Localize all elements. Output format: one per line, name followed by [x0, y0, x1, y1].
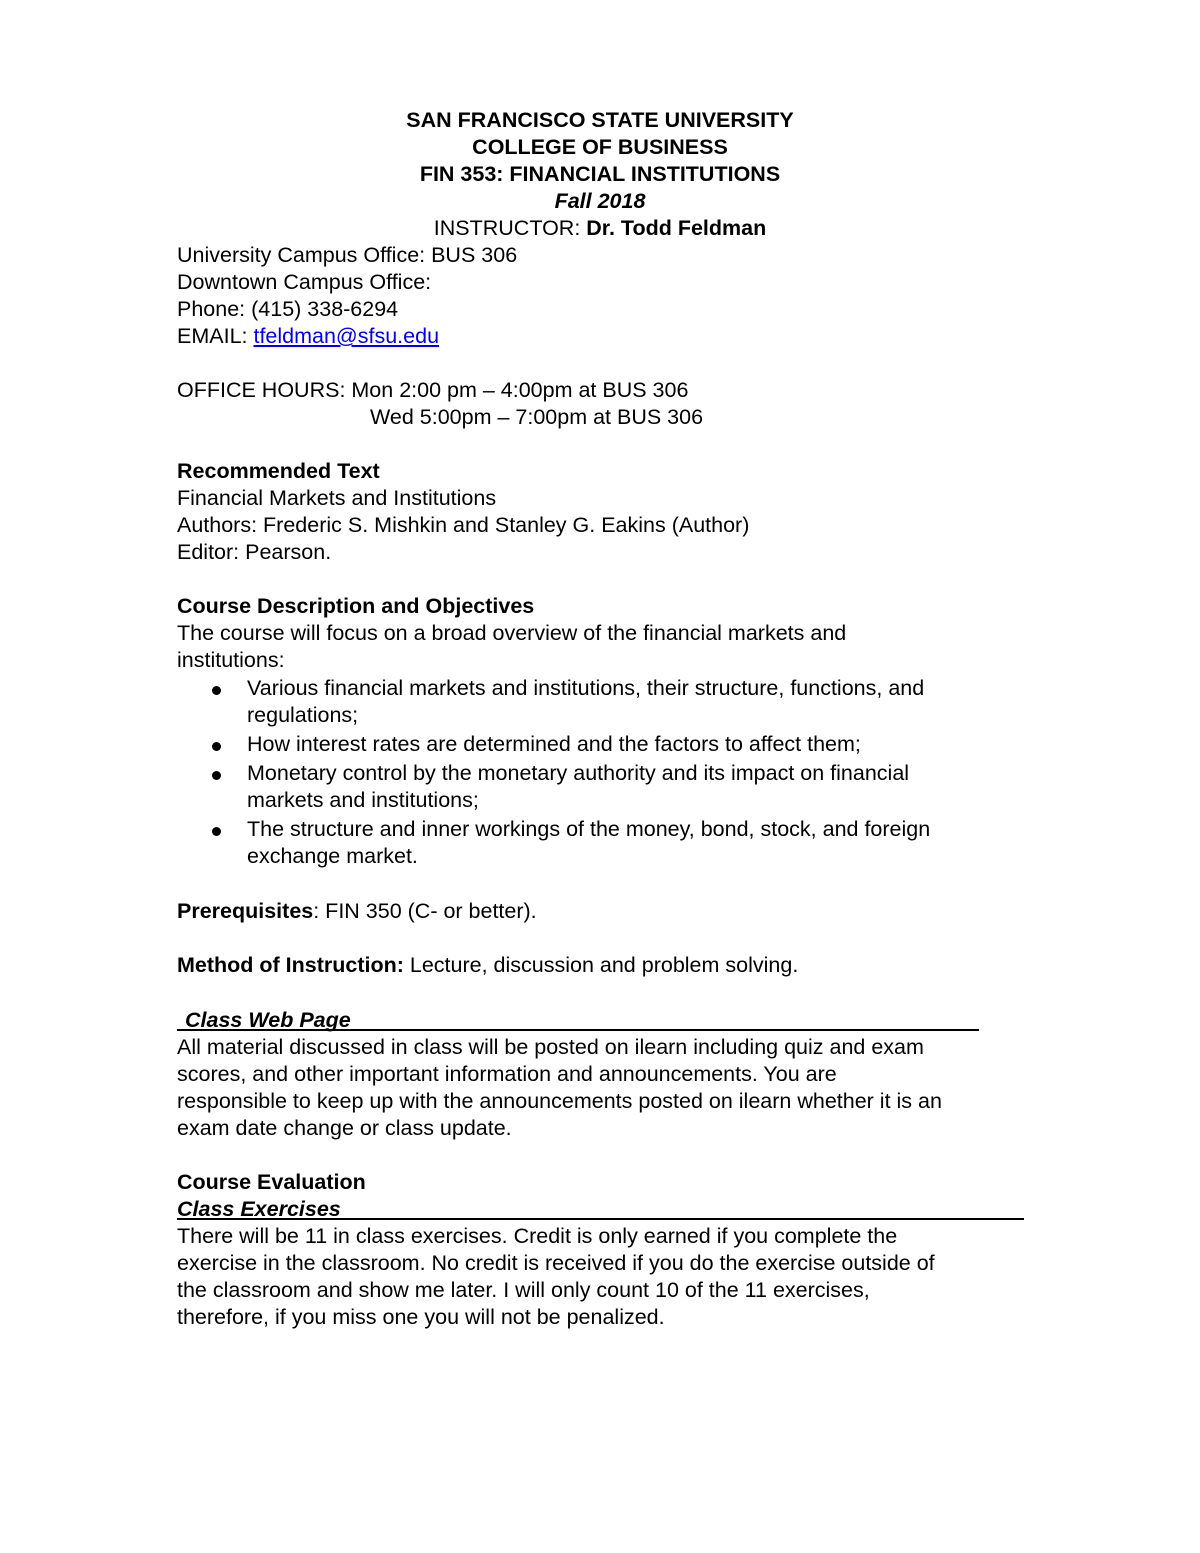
exercises-line-3: the classroom and show me later. I will only count 10 of the 11 exercises,: [177, 1278, 870, 1302]
web-page-line-1: All material discussed in class will be posted on ilearn including quiz and exam: [177, 1035, 924, 1059]
class-web-page-heading: Class Web Page: [185, 1008, 351, 1032]
objective-item-cont: markets and institutions;: [247, 788, 479, 812]
term: Fall 2018: [554, 189, 646, 213]
university-office: University Campus Office: BUS 306: [177, 243, 518, 267]
course-description-intro-1: The course will focus on a broad overview of the financial markets and: [177, 621, 847, 645]
bullet-icon: [212, 827, 221, 836]
university-title: SAN FRANCISCO STATE UNIVERSITY: [406, 108, 794, 132]
objective-item: The structure and inner workings of the money, bond, stock, and foreign: [247, 817, 931, 841]
instructor-label: INSTRUCTOR:: [433, 216, 587, 240]
recommended-text-heading: Recommended Text: [177, 459, 380, 483]
objective-item: Various financial markets and institutions, their structure, functions, and: [247, 676, 925, 700]
prerequisites-label: Prerequisites: [177, 899, 314, 923]
email-link[interactable]: tfeldman@sfsu.edu: [253, 324, 440, 348]
method-text: Lecture, discussion and problem solving.: [403, 953, 799, 977]
college-title: COLLEGE OF BUSINESS: [472, 135, 728, 159]
office-hours-line-1: OFFICE HOURS: Mon 2:00 pm – 4:00pm at BUS 306: [177, 378, 689, 402]
objective-item-cont: regulations;: [247, 703, 359, 727]
class-exercises-heading: Class Exercises: [177, 1197, 341, 1221]
downtown-office: Downtown Campus Office:: [177, 270, 432, 294]
prerequisites-text: : FIN 350 (C- or better).: [313, 899, 537, 923]
bullet-icon: [212, 742, 221, 751]
course-description-heading: Course Description and Objectives: [177, 594, 535, 618]
course-description-intro-2: institutions:: [177, 648, 285, 672]
prerequisites-line: [177, 898, 537, 925]
office-hours-line-2: Wed 5:00pm – 7:00pm at BUS 306: [370, 405, 704, 429]
email-label: EMAIL:: [177, 324, 254, 348]
method-label: Method of Instruction:: [177, 953, 404, 977]
course-title: FIN 353: FINANCIAL INSTITUTIONS: [419, 162, 781, 186]
book-editor: Editor: Pearson.: [177, 540, 332, 564]
course-evaluation-heading: Course Evaluation: [177, 1170, 366, 1194]
instructor-name: Dr. Todd Feldman: [586, 216, 767, 240]
web-page-line-4: exam date change or class update.: [177, 1116, 512, 1140]
objective-item: How interest rates are determined and the factors to affect them;: [247, 732, 861, 756]
book-title: Financial Markets and Institutions: [177, 486, 497, 510]
exercises-line-4: therefore, if you miss one you will not be penalized.: [177, 1305, 665, 1329]
bullet-icon: [212, 686, 221, 695]
objective-item-cont: exchange market.: [247, 844, 418, 868]
heading-underline: [177, 1218, 1024, 1220]
web-page-line-2: scores, and other important information and announcements. You are: [177, 1062, 837, 1086]
web-page-line-3: responsible to keep up with the announcements posted on ilearn whether it is an: [177, 1089, 942, 1113]
book-authors: Authors: Frederic S. Mishkin and Stanley G. Eakins (Author): [177, 513, 750, 537]
email-line: [177, 323, 439, 350]
exercises-line-1: There will be 11 in class exercises. Credit is only earned if you complete the: [177, 1224, 898, 1248]
bullet-icon: [212, 771, 221, 780]
exercises-line-2: exercise in the classroom. No credit is received if you do the exercise outside of: [177, 1251, 935, 1275]
phone: Phone: (415) 338-6294: [177, 297, 399, 321]
method-line: [177, 952, 798, 979]
objective-item: Monetary control by the monetary authority and its impact on financial: [247, 761, 910, 785]
instructor-line: [0, 215, 1200, 242]
heading-underline: [177, 1029, 979, 1031]
